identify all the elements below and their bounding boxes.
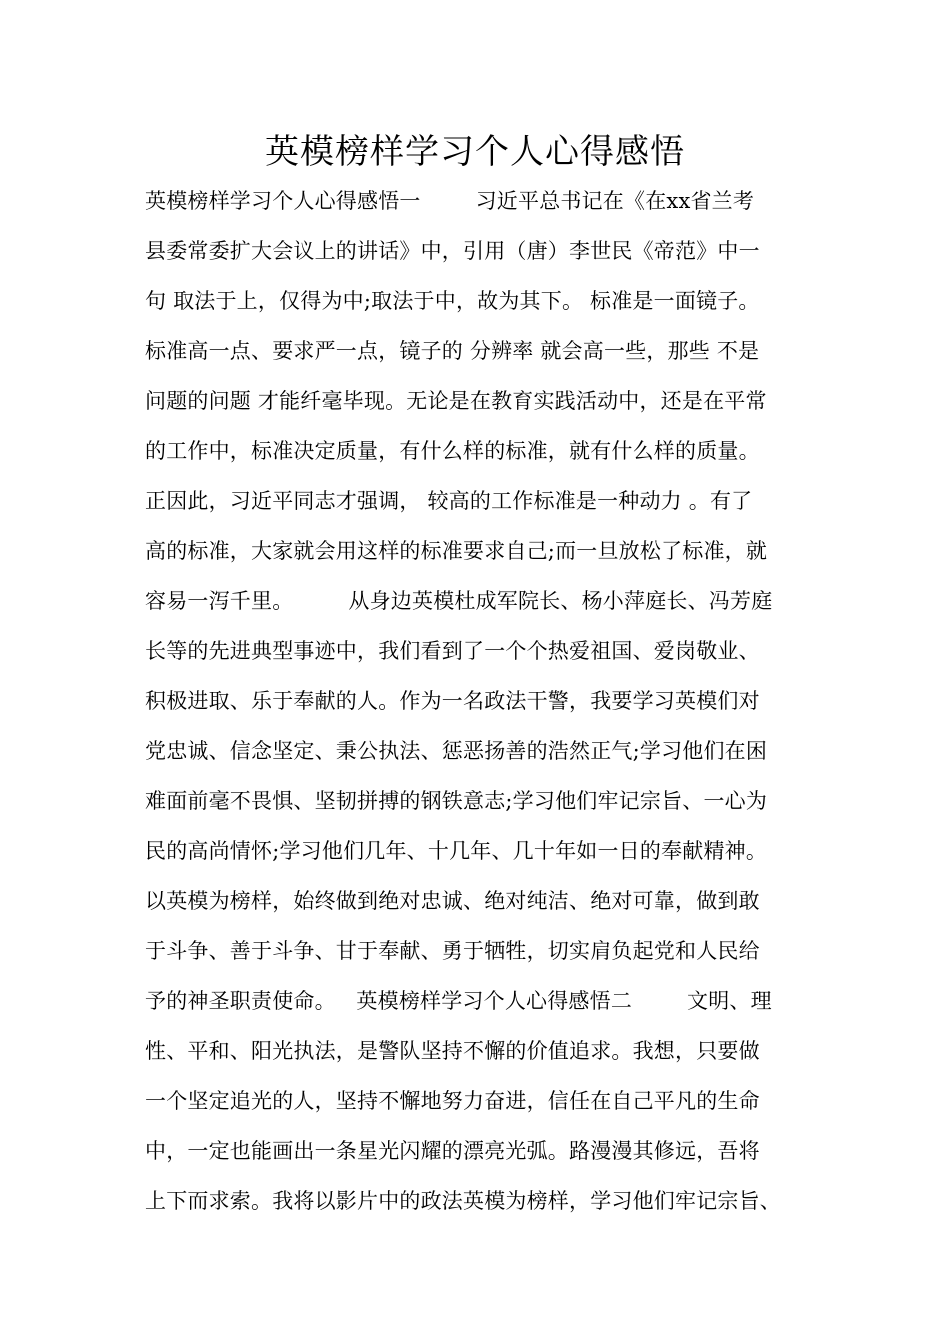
body-line: 句 取法于上，仅得为中;取法于中，故为其下。 标准是一面镜子。: [145, 289, 760, 313]
body-line: 以英模为榜样，始终做到绝对忠诚、绝对纯洁、绝对可靠，做到敢: [145, 889, 760, 913]
body-line: 标准高一点、要求严一点，镜子的 分辨率 就会高一些，那些 不是: [145, 339, 760, 363]
body-line: 县委常委扩大会议上的讲话》中，引用（唐）李世民《帝范》中一: [145, 239, 760, 263]
body-line: 难面前毫不畏惧、坚韧拼搏的钢铁意志;学习他们牢记宗旨、一心为: [145, 789, 768, 813]
body-line: 上下而求索。我将以影片中的政法英模为榜样，学习他们牢记宗旨、: [145, 1189, 781, 1213]
body-line: 问题的问题 才能纤毫毕现。无论是在教育实践活动中，还是在平常: [145, 389, 767, 413]
body-line: 长等的先进典型事迹中，我们看到了一个个热爱祖国、爱岗敬业、: [145, 639, 760, 663]
body-line: 党忠诚、信念坚定、秉公执法、惩恶扬善的浩然正气;学习他们在困: [145, 739, 768, 763]
body-line: 积极进取、乐于奉献的人。作为一名政法干警，我要学习英模们对: [145, 689, 760, 713]
body-line: 予的神圣职责使命。 英模榜样学习个人心得感悟二 文明、理: [145, 989, 772, 1013]
body-line: 性、平和、阳光执法，是警队坚持不懈的价值追求。我想，只要做: [145, 1039, 760, 1063]
document-body: [145, 178, 835, 1228]
body-line: 正因此，习近平同志才强调， 较高的工作标准是一种动力 。有了: [145, 489, 753, 513]
body-line: 英模榜样学习个人心得感悟一 习近平总书记在《在xx省兰考: [145, 189, 755, 213]
body-line: 的工作中，标准决定质量，有什么样的标准，就有什么样的质量。: [145, 439, 760, 463]
document-title: 英模榜样学习个人心得感悟: [265, 132, 685, 172]
body-line: 于斗争、善于斗争、甘于奉献、勇于牺牲，切实肩负起党和人民给: [145, 939, 760, 963]
body-line: 高的标准，大家就会用这样的标准要求自己;而一旦放松了标准，就: [145, 539, 768, 563]
body-line: 容易一泻千里。 从身边英模杜成军院长、杨小萍庭长、冯芳庭: [145, 589, 773, 613]
body-line: 中，一定也能画出一条星光闪耀的漂亮光弧。路漫漫其修远，吾将: [145, 1139, 760, 1163]
body-line: 民的高尚情怀;学习他们几年、十几年、几十年如一日的奉献精神。: [145, 839, 768, 863]
body-line: 一个坚定追光的人，坚持不懈地努力奋进，信任在自己平凡的生命: [145, 1089, 760, 1113]
